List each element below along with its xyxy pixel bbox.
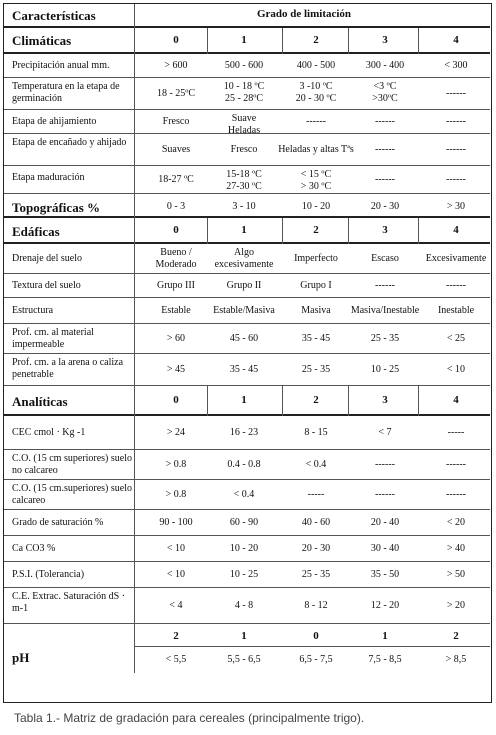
level-label: 2 <box>173 630 179 642</box>
cell-value: > 8,5 <box>445 654 467 665</box>
column-divider <box>134 274 135 298</box>
cell-value: < 20 <box>446 517 466 528</box>
column-divider <box>207 218 208 244</box>
column-divider <box>134 510 135 536</box>
cell-value: ------ <box>375 459 395 470</box>
level-label: 0 <box>173 224 179 236</box>
table-row <box>4 510 490 536</box>
level-label: 1 <box>241 630 247 642</box>
cell-value: 500 - 600 <box>224 60 264 71</box>
cell-value: Excesivamente <box>425 253 487 264</box>
cell-value: Estable <box>161 305 191 316</box>
row-label: Ca CO3 % <box>12 543 56 554</box>
row-label: Grado de saturación % <box>12 517 104 528</box>
level-label: 1 <box>241 224 247 236</box>
row-label: Textura del suelo <box>12 280 81 291</box>
cell-value: ------ <box>306 116 326 127</box>
climaticas-header <box>4 28 490 54</box>
column-divider <box>207 28 208 54</box>
cell-value: > 0.8 <box>165 459 187 470</box>
column-divider <box>134 588 135 624</box>
cell-value: > 40 <box>446 543 466 554</box>
ph-row <box>4 624 490 673</box>
column-divider <box>134 624 135 673</box>
cell-value: ------ <box>375 174 395 185</box>
cell-value: ------ <box>446 459 466 470</box>
cell-value: ------ <box>375 489 395 500</box>
cell-value: 8 - 15 <box>304 427 328 438</box>
cell-value: ------ <box>375 116 395 127</box>
cell-value: Estable/Masiva <box>213 305 275 316</box>
column-divider <box>207 386 208 416</box>
topograficas-row <box>4 194 490 218</box>
cell-value: 10 - 18 ºC 25 - 28ºC <box>223 81 265 104</box>
row-label: Precipitación anual mm. <box>12 60 110 71</box>
column-divider <box>348 386 349 416</box>
column-divider <box>418 386 419 416</box>
level-label: 1 <box>382 630 388 642</box>
column-divider <box>348 28 349 54</box>
column-divider <box>418 218 419 244</box>
cell-value: > 45 <box>166 364 186 375</box>
cell-value: > 50 <box>446 569 466 580</box>
table-row <box>4 244 490 274</box>
row-label: Temperatura en la etapa de germinación <box>12 81 120 104</box>
column-divider <box>134 4 135 28</box>
table-row <box>4 536 490 562</box>
cell-value: Grupo II <box>226 280 262 291</box>
cell-value: 35 - 50 <box>370 569 400 580</box>
cell-value: < 300 <box>444 60 468 71</box>
cell-value: < 0.4 <box>233 489 255 500</box>
column-divider <box>418 28 419 54</box>
header-caracteristicas: Características <box>12 8 96 23</box>
ph-divider <box>134 646 490 647</box>
row-label: Etapa de encañado y ahijado <box>12 137 127 148</box>
cell-value: 3 -10 ºC 20 - 30 ºC <box>295 81 337 104</box>
column-divider <box>134 110 135 134</box>
cell-value: Fresco <box>230 144 258 155</box>
level-label: 1 <box>241 34 247 46</box>
cell-value: 18-27 ºC <box>158 174 194 185</box>
column-divider <box>282 28 283 54</box>
cell-value: 10 - 25 <box>229 569 259 580</box>
cell-value: Inestable <box>437 305 475 316</box>
cell-value: 35 - 45 <box>229 364 259 375</box>
cell-value: < 0.4 <box>305 459 327 470</box>
cell-value: 0.4 - 0.8 <box>227 459 261 470</box>
cell-value: 3 - 10 <box>232 201 256 212</box>
cell-value: 4 - 8 <box>234 600 254 611</box>
row-label: C.O. (15 cm superiores) suelo no calcareo <box>12 453 132 476</box>
column-divider <box>134 416 135 450</box>
cell-value: ------ <box>446 88 466 99</box>
table-row <box>4 298 490 324</box>
cell-value: ------ <box>446 489 466 500</box>
column-divider <box>134 54 135 78</box>
level-label: 1 <box>241 394 247 406</box>
cell-value: > 30 <box>446 201 466 212</box>
cell-value: Bueno / Moderado <box>155 247 197 270</box>
gradation-table <box>3 3 492 703</box>
level-label: 3 <box>382 34 388 46</box>
column-divider <box>134 536 135 562</box>
cell-value: > 600 <box>164 60 188 71</box>
cell-value: 10 - 20 <box>301 201 331 212</box>
level-label: 3 <box>382 394 388 406</box>
table-row <box>4 562 490 588</box>
section-title: Topográficas % <box>12 200 100 215</box>
column-divider <box>134 562 135 588</box>
column-divider <box>134 354 135 386</box>
table-row <box>4 54 490 78</box>
level-label: 2 <box>313 34 319 46</box>
level-label: 4 <box>453 394 459 406</box>
table-row <box>4 166 490 194</box>
cell-value: 35 - 45 <box>301 333 331 344</box>
cell-value: ------ <box>375 280 395 291</box>
column-divider <box>282 218 283 244</box>
cell-value: < 7 <box>378 427 392 438</box>
table-row <box>4 354 490 386</box>
level-label: 2 <box>313 224 319 236</box>
cell-value: 8 - 12 <box>304 600 328 611</box>
section-title: Climáticas <box>12 33 72 48</box>
column-divider <box>134 134 135 166</box>
cell-value: < 10 <box>446 364 466 375</box>
cell-value: Masiva/Inestable <box>350 305 420 316</box>
cell-value: 20 - 40 <box>370 517 400 528</box>
table-row <box>4 110 490 134</box>
level-label: 2 <box>313 394 319 406</box>
row-label: C.E. Extrac. Saturación dS · m-1 <box>12 591 126 614</box>
cell-value: 10 - 25 <box>370 364 400 375</box>
table-row <box>4 324 490 354</box>
cell-value: > 24 <box>166 427 186 438</box>
column-divider <box>134 386 135 416</box>
cell-value: < 10 <box>166 569 186 580</box>
cell-value: 90 - 100 <box>159 517 193 528</box>
level-label: 0 <box>173 394 179 406</box>
cell-value: ------ <box>375 144 395 155</box>
cell-value: 16 - 23 <box>229 427 259 438</box>
header-grado: Grado de limitación <box>256 8 352 20</box>
table-row <box>4 480 490 510</box>
table-row <box>4 588 490 624</box>
cell-value: < 15 ºC > 30 ºC <box>300 169 332 192</box>
cell-value: ------ <box>446 280 466 291</box>
cell-value: > 20 <box>446 600 466 611</box>
cell-value: ------ <box>446 174 466 185</box>
row-label: C.O. (15 cm.superiores) suelo calcareo <box>12 483 132 506</box>
column-divider <box>134 244 135 274</box>
cell-value: Grupo III <box>156 280 196 291</box>
row-label: Drenaje del suelo <box>12 253 82 264</box>
level-label: 0 <box>313 630 319 642</box>
level-label: 0 <box>173 34 179 46</box>
cell-value: 60 - 90 <box>229 517 259 528</box>
table-row <box>4 450 490 480</box>
cell-value: 20 - 30 <box>370 201 400 212</box>
column-divider <box>282 386 283 416</box>
cell-value: 7,5 - 8,5 <box>368 654 402 665</box>
column-divider <box>134 324 135 354</box>
table-row <box>4 274 490 298</box>
cell-value: 0 - 3 <box>166 201 186 212</box>
cell-value: ------ <box>446 116 466 127</box>
cell-value: 25 - 35 <box>370 333 400 344</box>
cell-value: < 4 <box>169 600 183 611</box>
cell-value: 30 - 40 <box>370 543 400 554</box>
cell-value: < 25 <box>446 333 466 344</box>
level-label: 2 <box>453 630 459 642</box>
table-row <box>4 134 490 166</box>
table-row <box>4 78 490 110</box>
row-label: Prof. cm. al material impermeable <box>12 327 94 350</box>
row-label: Etapa de ahijamiento <box>12 116 97 127</box>
column-divider <box>134 218 135 244</box>
cell-value: 45 - 60 <box>229 333 259 344</box>
column-divider <box>134 194 135 218</box>
cell-value: <3 ºC >30ºC <box>372 81 398 104</box>
cell-value: 10 - 20 <box>229 543 259 554</box>
cell-value: ------ <box>446 144 466 155</box>
cell-value: Escaso <box>371 253 399 264</box>
level-label: 4 <box>453 34 459 46</box>
row-label: P.S.I. (Tolerancia) <box>12 569 85 580</box>
row-label: Estructura <box>12 305 54 316</box>
cell-value: Masiva <box>301 305 331 316</box>
cell-value: 40 - 60 <box>301 517 331 528</box>
cell-value: > 60 <box>166 333 186 344</box>
cell-value: 18 - 25ºC <box>156 88 196 99</box>
level-label: 3 <box>382 224 388 236</box>
cell-value: 5,5 - 6,5 <box>227 654 261 665</box>
cell-value: > 0.8 <box>165 489 187 500</box>
cell-value: Fresco <box>162 116 190 127</box>
row-label: Etapa maduración <box>12 172 85 183</box>
column-divider <box>134 298 135 324</box>
cell-value: ----- <box>307 489 325 500</box>
cell-value: < 5,5 <box>165 654 187 665</box>
table-caption: Tabla 1.- Matriz de gradación para cereales (principalmente trigo). <box>14 711 365 725</box>
cell-value: Heladas y altas Tªs <box>278 144 354 155</box>
column-divider <box>134 28 135 54</box>
column-divider <box>134 78 135 110</box>
table-row <box>4 416 490 450</box>
section-title: Analíticas <box>12 394 68 409</box>
row-label: CEC cmol · Kg -1 <box>12 427 86 438</box>
edaficas-header <box>4 218 490 244</box>
section-title: pH <box>12 650 30 665</box>
header-row <box>4 4 490 28</box>
cell-value: ----- <box>447 427 465 438</box>
cell-value: 400 - 500 <box>296 60 336 71</box>
cell-value: Suaves <box>161 144 191 155</box>
cell-value: 6,5 - 7,5 <box>299 654 333 665</box>
cell-value: < 10 <box>166 543 186 554</box>
column-divider <box>348 218 349 244</box>
cell-value: 300 - 400 <box>365 60 405 71</box>
cell-value: 25 - 35 <box>301 569 331 580</box>
column-divider <box>134 480 135 510</box>
cell-value: Suave Heladas <box>227 113 261 136</box>
cell-value: Algo excesivamente <box>214 247 274 270</box>
cell-value: 20 - 30 <box>301 543 331 554</box>
analiticas-header <box>4 386 490 416</box>
column-divider <box>134 166 135 194</box>
cell-value: Grupo I <box>300 280 332 291</box>
row-label: Prof. cm. a la arena o caliza penetrable <box>12 357 124 380</box>
cell-value: 12 - 20 <box>370 600 400 611</box>
cell-value: Imperfecto <box>294 253 338 264</box>
section-title: Edáficas <box>12 224 60 239</box>
column-divider <box>134 450 135 480</box>
cell-value: 15-18 ºC 27-30 ºC <box>226 169 262 192</box>
cell-value: 25 - 35 <box>301 364 331 375</box>
level-label: 4 <box>453 224 459 236</box>
